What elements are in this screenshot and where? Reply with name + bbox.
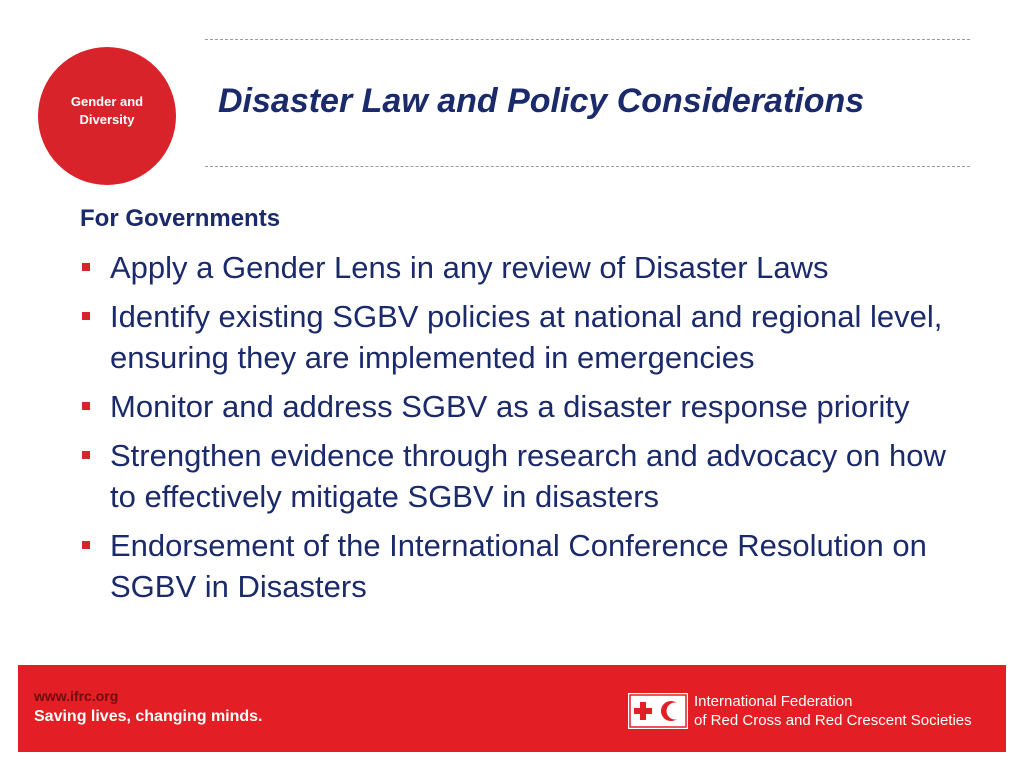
title-divider-bottom <box>205 166 970 167</box>
bullet-item <box>80 247 980 288</box>
org-name-line-1: International Federation <box>694 693 853 710</box>
square-bullet-icon <box>82 402 90 410</box>
red-cross-red-crescent-icon <box>628 693 688 729</box>
section-subheading: For Governments <box>80 205 281 232</box>
bullet-list <box>80 247 980 615</box>
bullet-text: Strengthen evidence through research and advocacy on how to effectively mitigate SGBV in disasters <box>110 438 946 514</box>
bullet-item <box>80 296 980 378</box>
page-title: Disaster Law and Policy Considerations <box>218 82 865 120</box>
footer-tagline: Saving lives, changing minds. <box>34 708 263 725</box>
title-divider-top <box>205 39 970 40</box>
org-name-line-2: of Red Cross and Red Crescent Societies <box>694 712 972 729</box>
bullet-item <box>80 386 980 427</box>
badge-label: Gender and Diversity <box>70 94 144 127</box>
bullet-text: Endorsement of the International Conference Resolution on SGBV in Disasters <box>110 528 927 604</box>
gender-diversity-badge <box>38 47 176 185</box>
square-bullet-icon <box>82 312 90 320</box>
footer-bar <box>18 665 1006 752</box>
bullet-text: Apply a Gender Lens in any review of Disaster Laws <box>110 250 829 285</box>
bullet-text: Identify existing SGBV policies at national and regional level, ensuring they are implemented in emergencies <box>110 299 943 375</box>
bullet-text: Monitor and address SGBV as a disaster response priority <box>110 389 910 424</box>
bullet-item <box>80 435 980 517</box>
emblem-graphic <box>629 694 687 728</box>
square-bullet-icon <box>82 451 90 459</box>
bullet-item <box>80 525 980 607</box>
square-bullet-icon <box>82 263 90 271</box>
square-bullet-icon <box>82 541 90 549</box>
footer-url-link[interactable]: www.ifrc.org <box>34 688 119 704</box>
